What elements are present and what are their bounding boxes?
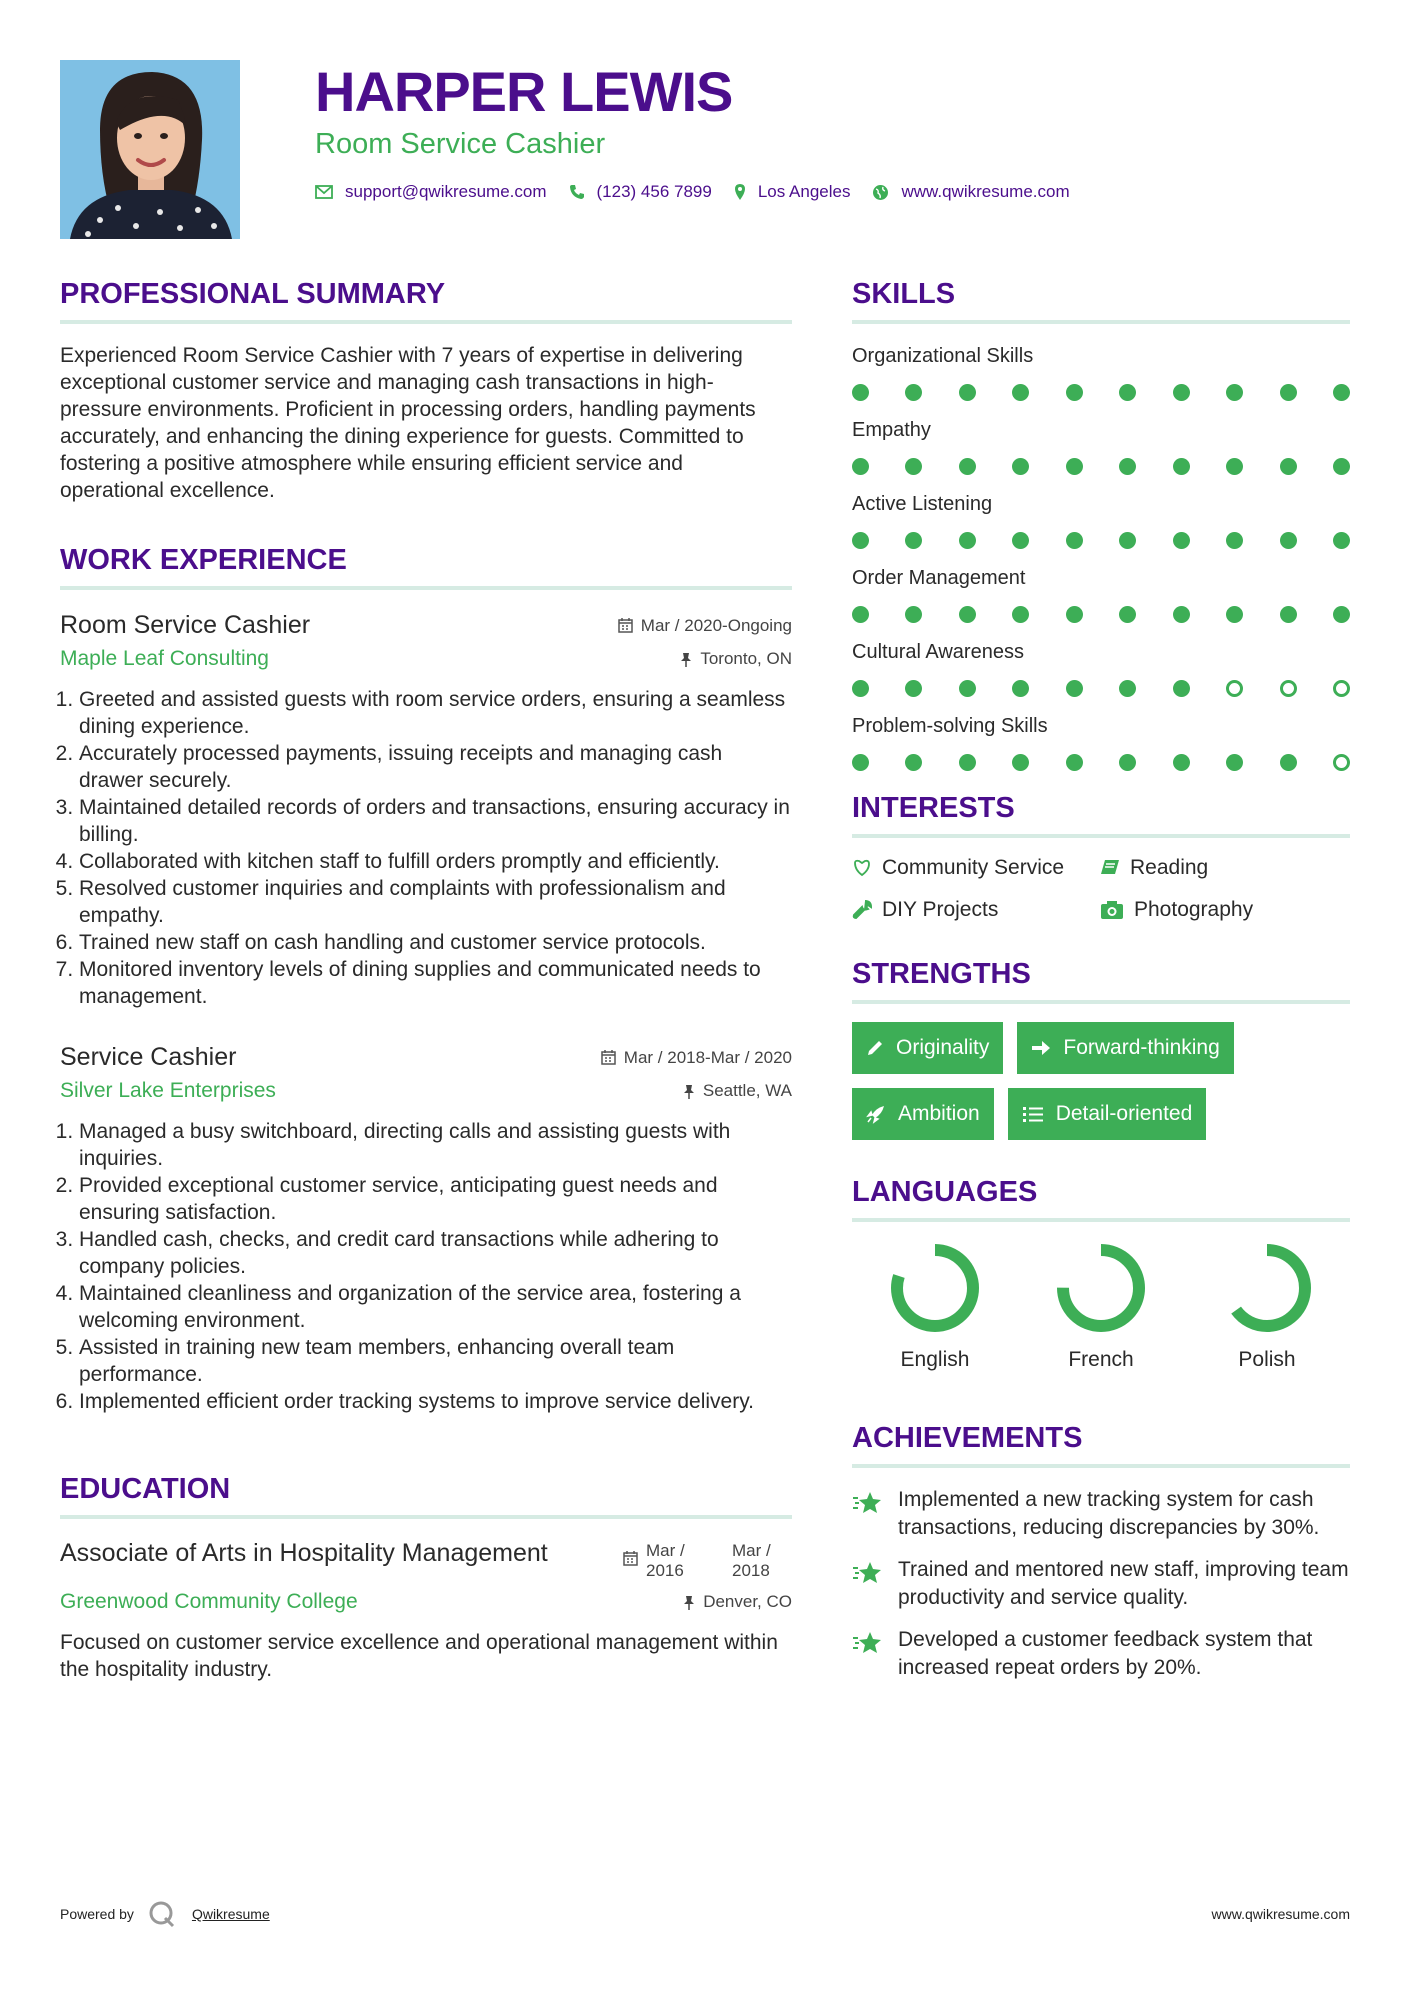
skill-item — [852, 564, 1350, 624]
skill-name: Cultural Awareness — [852, 641, 1024, 663]
job-location — [680, 649, 792, 669]
skill-item — [852, 342, 1350, 402]
work-section — [60, 538, 792, 1415]
education-section — [60, 1467, 792, 1683]
envelope-icon — [315, 185, 333, 199]
rating-dot-filled — [852, 680, 869, 697]
rating-dot-filled — [959, 532, 976, 549]
languages-list — [852, 1240, 1350, 1372]
work-title: WORK EXPERIENCE — [60, 544, 347, 576]
skill-name: Active Listening — [852, 493, 993, 515]
achievements-section — [852, 1416, 1350, 1682]
skill-item — [852, 490, 1350, 550]
rating-dot-empty — [1333, 754, 1350, 771]
skills-list — [852, 342, 1350, 772]
skill-rating — [852, 456, 1350, 476]
skill-name: Problem-solving Skills — [852, 715, 1048, 737]
rating-dot-filled — [1119, 680, 1136, 697]
duty-item: 3. Handled cash, checks, and credit card transactions while adhering to company policies. — [79, 1226, 792, 1280]
strength-tag — [852, 1088, 994, 1140]
job-location-text: Toronto, ON — [700, 649, 792, 668]
rating-dot-filled — [1066, 754, 1083, 771]
skill-rating — [852, 752, 1350, 772]
section-divider — [852, 1000, 1350, 1004]
globe-icon — [872, 184, 889, 201]
strength-label: Ambition — [898, 1102, 980, 1125]
section-divider — [852, 320, 1350, 324]
language-name: English — [900, 1348, 970, 1371]
skill-item — [852, 416, 1350, 476]
school-location-text: Denver, CO — [703, 1592, 792, 1611]
job-entry — [60, 1040, 792, 1415]
rating-dot-filled — [1119, 458, 1136, 475]
phone-icon — [569, 184, 585, 200]
achievement-item — [852, 1626, 1350, 1682]
phone-text: (123) 456 7899 — [596, 182, 712, 201]
rating-dot-filled — [1173, 754, 1190, 771]
rating-dot-filled — [905, 384, 922, 401]
duty-item: 1. Greeted and assisted guests with room service orders, ensuring a seamless dining experience. — [79, 686, 792, 740]
rating-dot-filled — [1119, 754, 1136, 771]
rating-dot-filled — [905, 458, 922, 475]
portrait-illustration — [60, 60, 240, 239]
interests-title: INTERESTS — [852, 792, 1015, 824]
rating-dot-filled — [959, 384, 976, 401]
duty-item: 5. Resolved customer inquiries and complaints with professionalism and empathy. — [79, 875, 792, 929]
language-item — [1018, 1240, 1184, 1372]
hand-heart-icon — [852, 859, 872, 877]
contact-phone[interactable] — [569, 182, 712, 202]
rating-dot-filled — [1173, 458, 1190, 475]
achievement-item — [852, 1556, 1350, 1612]
rating-dot-filled — [1226, 384, 1243, 401]
rating-dot-filled — [1012, 754, 1029, 771]
pushpin-icon — [683, 1084, 695, 1099]
strength-tag — [1017, 1022, 1233, 1074]
interests-section — [852, 786, 1350, 922]
rating-dot-empty — [1280, 680, 1297, 697]
achievements-title: ACHIEVEMENTS — [852, 1422, 1083, 1454]
company-name: Maple Leaf Consulting — [60, 647, 269, 670]
interest-item — [1100, 856, 1350, 880]
language-name: French — [1068, 1348, 1134, 1371]
profile-photo — [60, 60, 240, 239]
achievement-text: Developed a customer feedback system that increased repeat orders by 20%. — [898, 1628, 1313, 1679]
skill-item — [852, 712, 1350, 772]
duty-item: 2. Provided exceptional customer service, anticipating guest needs and ensuring satisfaction. — [79, 1172, 792, 1226]
location-text: Los Angeles — [757, 182, 851, 201]
rating-dot-filled — [1066, 606, 1083, 623]
skill-rating — [852, 382, 1350, 402]
shooting-star-icon — [852, 1560, 884, 1586]
rating-dot-filled — [1119, 532, 1136, 549]
rating-dot-filled — [852, 458, 869, 475]
rating-dot-filled — [959, 680, 976, 697]
qwikresume-logo-icon — [148, 1900, 176, 1928]
language-level-ring — [1053, 1240, 1149, 1336]
strengths-section — [852, 952, 1350, 1140]
interest-label: Reading — [1130, 856, 1209, 879]
rating-dot-filled — [959, 606, 976, 623]
rating-dot-filled — [1066, 458, 1083, 475]
skill-name: Organizational Skills — [852, 345, 1034, 367]
education-start: Mar / 2016 — [646, 1541, 685, 1580]
interest-label: Photography — [1134, 898, 1254, 921]
contact-email[interactable] — [315, 182, 547, 202]
duty-item: 1. Managed a busy switchboard, directing calls and assisting guests with inquiries. — [79, 1118, 792, 1172]
section-divider — [852, 1218, 1350, 1222]
footer-powered-by — [60, 1900, 270, 1928]
skill-rating — [852, 530, 1350, 550]
rating-dot-filled — [1280, 532, 1297, 549]
languages-section — [852, 1170, 1350, 1372]
rating-dot-filled — [1333, 606, 1350, 623]
duty-item: 6. Implemented efficient order tracking systems to improve service delivery. — [79, 1388, 792, 1415]
language-level-ring — [1219, 1240, 1315, 1336]
education-title: EDUCATION — [60, 1473, 231, 1505]
rating-dot-filled — [1119, 384, 1136, 401]
job-dates-text: Mar / 2020-Ongoing — [640, 615, 792, 635]
school-name: Greenwood Community College — [60, 1590, 358, 1613]
strengths-list — [852, 1022, 1350, 1140]
rating-dot-filled — [1333, 458, 1350, 475]
rating-dot-filled — [1173, 384, 1190, 401]
map-pin-icon — [734, 183, 746, 201]
rating-dot-filled — [1066, 680, 1083, 697]
strengths-title: STRENGTHS — [852, 958, 1031, 990]
education-end: Mar / 2018 — [732, 1541, 771, 1580]
rating-dot-filled — [959, 754, 976, 771]
candidate-role: Room Service Cashier — [315, 128, 606, 160]
footer-website[interactable]: www.qwikresume.com — [1211, 1906, 1350, 1922]
section-divider — [60, 586, 792, 590]
strength-label: Originality — [896, 1036, 990, 1059]
language-name: Polish — [1238, 1348, 1296, 1371]
rating-dot-filled — [1280, 754, 1297, 771]
section-divider — [852, 834, 1350, 838]
rating-dot-filled — [959, 458, 976, 475]
rating-dot-filled — [1173, 680, 1190, 697]
interest-label: Community Service — [882, 856, 1065, 879]
job-dates-text: Mar / 2018-Mar / 2020 — [623, 1047, 792, 1067]
rating-dot-filled — [1012, 532, 1029, 549]
rating-dot-filled — [1226, 458, 1243, 475]
duty-item: 6. Trained new staff on cash handling and customer service protocols. — [79, 929, 792, 956]
rating-dot-filled — [852, 532, 869, 549]
skill-name: Order Management — [852, 567, 1026, 589]
education-description: Focused on customer service excellence and operational management within the hospitality industry. — [60, 1631, 778, 1681]
rating-dot-empty — [1333, 680, 1350, 697]
language-item — [852, 1240, 1018, 1372]
skills-title: SKILLS — [852, 278, 956, 310]
camera-icon — [1100, 900, 1124, 920]
rating-dot-filled — [905, 680, 922, 697]
rating-dot-filled — [1280, 458, 1297, 475]
school-location — [683, 1592, 792, 1612]
job-dates — [618, 616, 792, 636]
strength-tag — [852, 1022, 1003, 1074]
wrench-icon — [852, 900, 872, 920]
achievement-text: Implemented a new tracking system for cash transactions, reducing discrepancies by 30%. — [898, 1488, 1320, 1539]
strength-label: Detail-oriented — [1055, 1102, 1193, 1125]
list-icon — [1022, 1105, 1044, 1123]
duties-list — [60, 1118, 792, 1415]
rating-dot-filled — [1280, 384, 1297, 401]
job-title: Room Service Cashier — [60, 611, 311, 639]
calendar-icon — [601, 1050, 616, 1065]
skills-section — [852, 272, 1350, 772]
resume-header — [315, 58, 1365, 202]
rating-dot-filled — [1226, 532, 1243, 549]
rating-dot-filled — [1012, 606, 1029, 623]
rating-dot-filled — [1066, 532, 1083, 549]
rating-dot-filled — [1173, 606, 1190, 623]
duties-list — [60, 686, 792, 1010]
languages-title: LANGUAGES — [852, 1176, 1038, 1208]
rating-dot-filled — [905, 754, 922, 771]
rating-dot-filled — [852, 384, 869, 401]
rating-dot-filled — [905, 606, 922, 623]
summary-text: Experienced Room Service Cashier with 7 years of expertise in delivering exceptional customer service and managing cash transactions in high-pressure environments. Proficient in processing orders, handling payments accurately, and enhancing the dining experience for guests. Committed to fostering a positive atmosphere while ensuring efficient service and operational excellence. — [60, 344, 756, 502]
section-divider — [852, 1464, 1350, 1468]
pushpin-icon — [680, 652, 692, 667]
skill-rating — [852, 604, 1350, 624]
skill-rating — [852, 678, 1350, 698]
rating-dot-filled — [1012, 680, 1029, 697]
pushpin-icon — [683, 1595, 695, 1610]
job-location — [683, 1081, 792, 1101]
job-title: Service Cashier — [60, 1043, 237, 1071]
pencil-icon — [866, 1039, 884, 1057]
calendar-icon — [618, 618, 633, 633]
email-text: support@qwikresume.com — [345, 182, 547, 201]
achievement-text: Trained and mentored new staff, improving team productivity and service quality. — [898, 1558, 1349, 1609]
achievement-item — [852, 1486, 1350, 1542]
duty-item: 4. Maintained cleanliness and organization of the service area, fostering a welcoming environment. — [79, 1280, 792, 1334]
rating-dot-filled — [905, 532, 922, 549]
skill-name: Empathy — [852, 419, 931, 441]
interests-grid — [852, 856, 1350, 922]
brand-link[interactable]: Qwikresume — [191, 1906, 270, 1922]
rating-dot-filled — [1012, 458, 1029, 475]
rating-dot-filled — [1333, 532, 1350, 549]
job-dates — [601, 1048, 792, 1068]
interest-item — [1100, 898, 1350, 922]
duty-item: 3. Maintained detailed records of orders and transactions, ensuring accuracy in billing. — [79, 794, 792, 848]
duty-item: 7. Monitored inventory levels of dining supplies and communicated needs to management. — [79, 956, 792, 1010]
strength-tag — [1008, 1088, 1207, 1140]
calendar-icon — [623, 1551, 638, 1566]
rating-dot-filled — [1280, 606, 1297, 623]
contact-website[interactable] — [872, 182, 1069, 202]
left-column — [60, 272, 792, 1683]
language-level-ring — [887, 1240, 983, 1336]
job-entry — [60, 608, 792, 1010]
shooting-star-icon — [852, 1490, 884, 1516]
rating-dot-filled — [1066, 384, 1083, 401]
rating-dot-filled — [852, 754, 869, 771]
candidate-name: HARPER LEWIS — [315, 60, 733, 123]
job-location-text: Seattle, WA — [702, 1081, 792, 1100]
rocket-icon — [866, 1104, 886, 1124]
section-divider — [60, 320, 792, 324]
strength-label: Forward-thinking — [1063, 1036, 1220, 1059]
rating-dot-filled — [1012, 384, 1029, 401]
contact-location — [734, 182, 851, 202]
company-name: Silver Lake Enterprises — [60, 1079, 276, 1102]
arrow-right-icon — [1031, 1039, 1051, 1057]
education-dates — [623, 1541, 792, 1581]
contact-row — [315, 182, 1365, 202]
rating-dot-filled — [1226, 754, 1243, 771]
powered-by-text: Powered by — [60, 1906, 134, 1922]
summary-title: PROFESSIONAL SUMMARY — [60, 278, 446, 310]
right-column — [852, 272, 1350, 1696]
rating-dot-empty — [1226, 680, 1243, 697]
language-item — [1184, 1240, 1350, 1372]
interest-item — [852, 898, 1100, 922]
rating-dot-filled — [852, 606, 869, 623]
duty-item: 5. Assisted in training new team members, enhancing overall team performance. — [79, 1334, 792, 1388]
interest-item — [852, 856, 1100, 880]
rating-dot-filled — [1173, 532, 1190, 549]
duty-item: 4. Collaborated with kitchen staff to fulfill orders promptly and efficiently. — [79, 848, 792, 875]
degree-title: Associate of Arts in Hospitality Management — [60, 1539, 548, 1567]
book-icon — [1100, 859, 1120, 877]
interest-label: DIY Projects — [882, 898, 999, 921]
duty-item: 2. Accurately processed payments, issuing receipts and managing cash drawer securely. — [79, 740, 792, 794]
rating-dot-filled — [1333, 384, 1350, 401]
rating-dot-filled — [1226, 606, 1243, 623]
summary-section — [60, 272, 792, 504]
section-divider — [60, 1515, 792, 1519]
rating-dot-filled — [1119, 606, 1136, 623]
shooting-star-icon — [852, 1630, 884, 1656]
skill-item — [852, 638, 1350, 698]
website-text: www.qwikresume.com — [901, 182, 1070, 201]
